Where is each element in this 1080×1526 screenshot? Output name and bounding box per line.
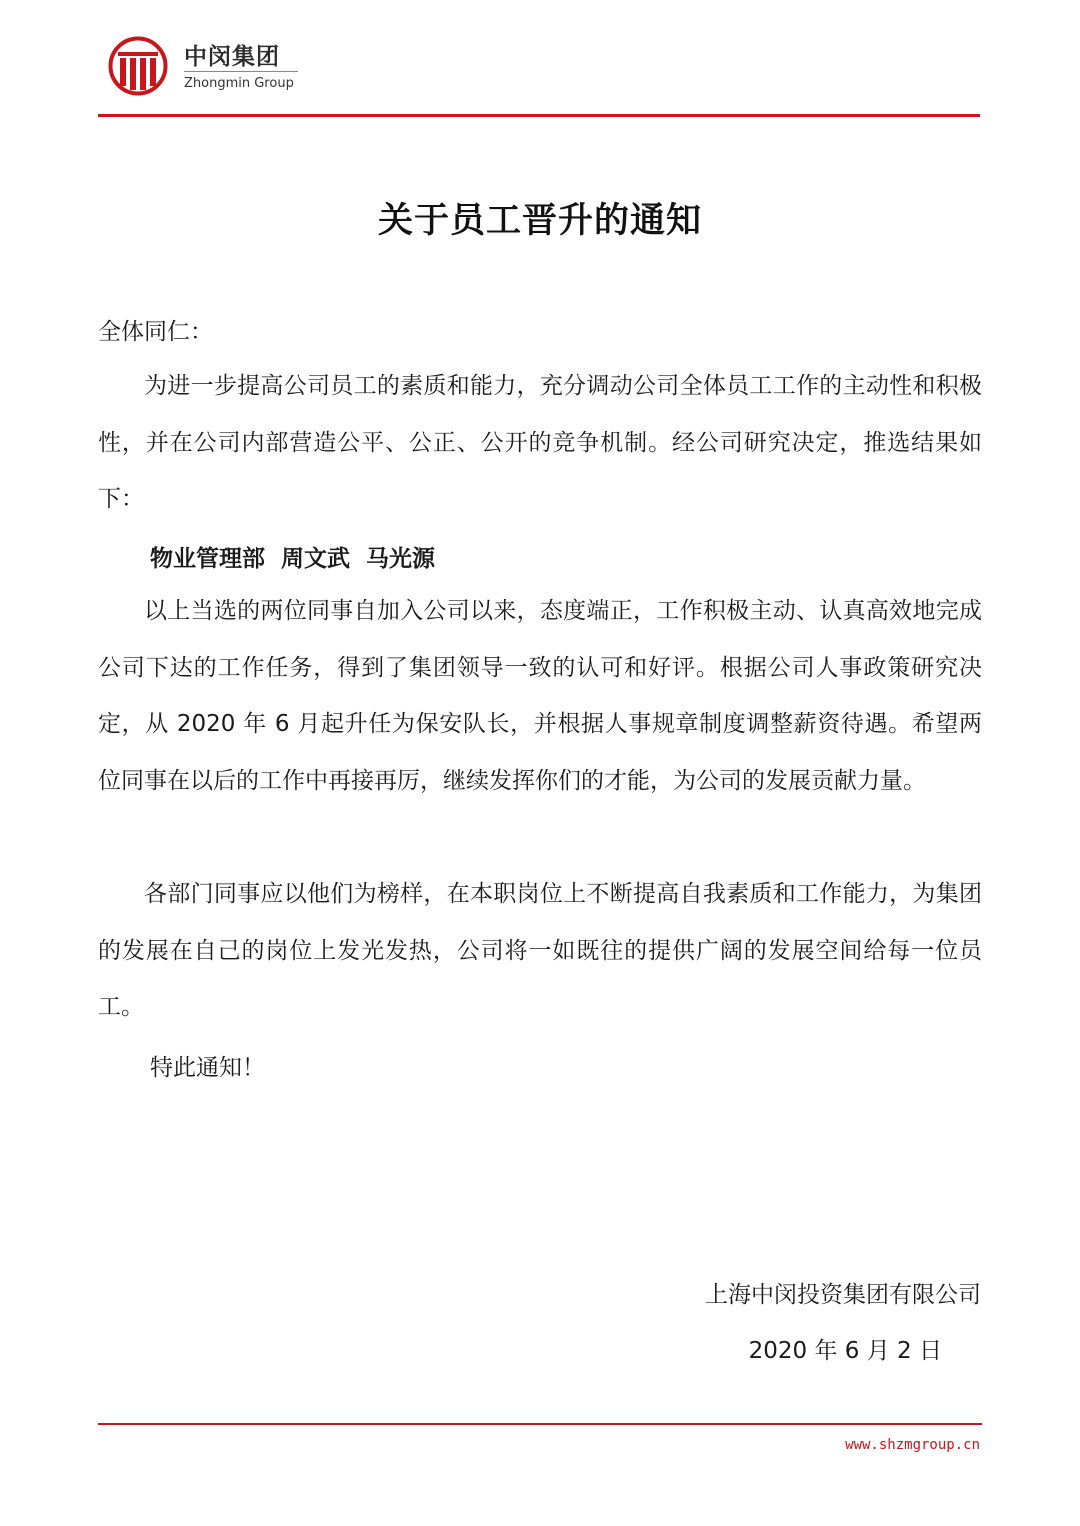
closing-line: 特此通知！: [150, 1055, 265, 1081]
header-divider: [98, 114, 980, 117]
signatory-company: 上海中闵投资集团有限公司: [705, 1282, 981, 1308]
body-paragraph-1: 为进一步提高公司员工的素质和能力，充分调动公司全体员工工作的主动性和积极性，并在公司内部营造公平、公正、公开的竞争机制。经公司研究决定，推选结果如下：: [98, 373, 982, 512]
company-logo: [108, 36, 298, 96]
salutation: 全体同仁：: [98, 319, 213, 345]
footer-divider: [98, 1423, 982, 1425]
zhongmin-logo-icon: [108, 36, 168, 96]
logo-chinese-name: 中闵集团: [184, 44, 280, 70]
promoted-employees: 物业管理部 周文武 马光源: [150, 546, 436, 572]
body-paragraph-2: 以上当选的两位同事自加入公司以来，态度端正，工作积极主动、认真高效地完成公司下达的工作任务，得到了集团领导一致的认可和好评。根据公司人事政策研究决定，从 2020 年 6 月起升任为保安队长，并根据人事规章制度调整薪资待遇。希望两位同事在以后的工作中再接再厉，继续发挥你们的才能，为公司的发展贡献力量。: [98, 598, 982, 794]
logo-english-name: Zhongmin Group: [184, 76, 294, 91]
logo-divider: [184, 71, 298, 72]
body-paragraph-3: 各部门同事应以他们为榜样，在本职岗位上不断提高自我素质和工作能力，为集团的发展在自己的岗位上发光发热，公司将一如既往的提供广阔的发展空间给每一位员工。: [98, 881, 982, 1020]
document-title: 关于员工晋升的通知: [377, 201, 702, 241]
document-date: 2020 年 6 月 2 日: [748, 1338, 942, 1364]
footer-website-link[interactable]: www.shzmgroup.cn: [845, 1437, 980, 1453]
